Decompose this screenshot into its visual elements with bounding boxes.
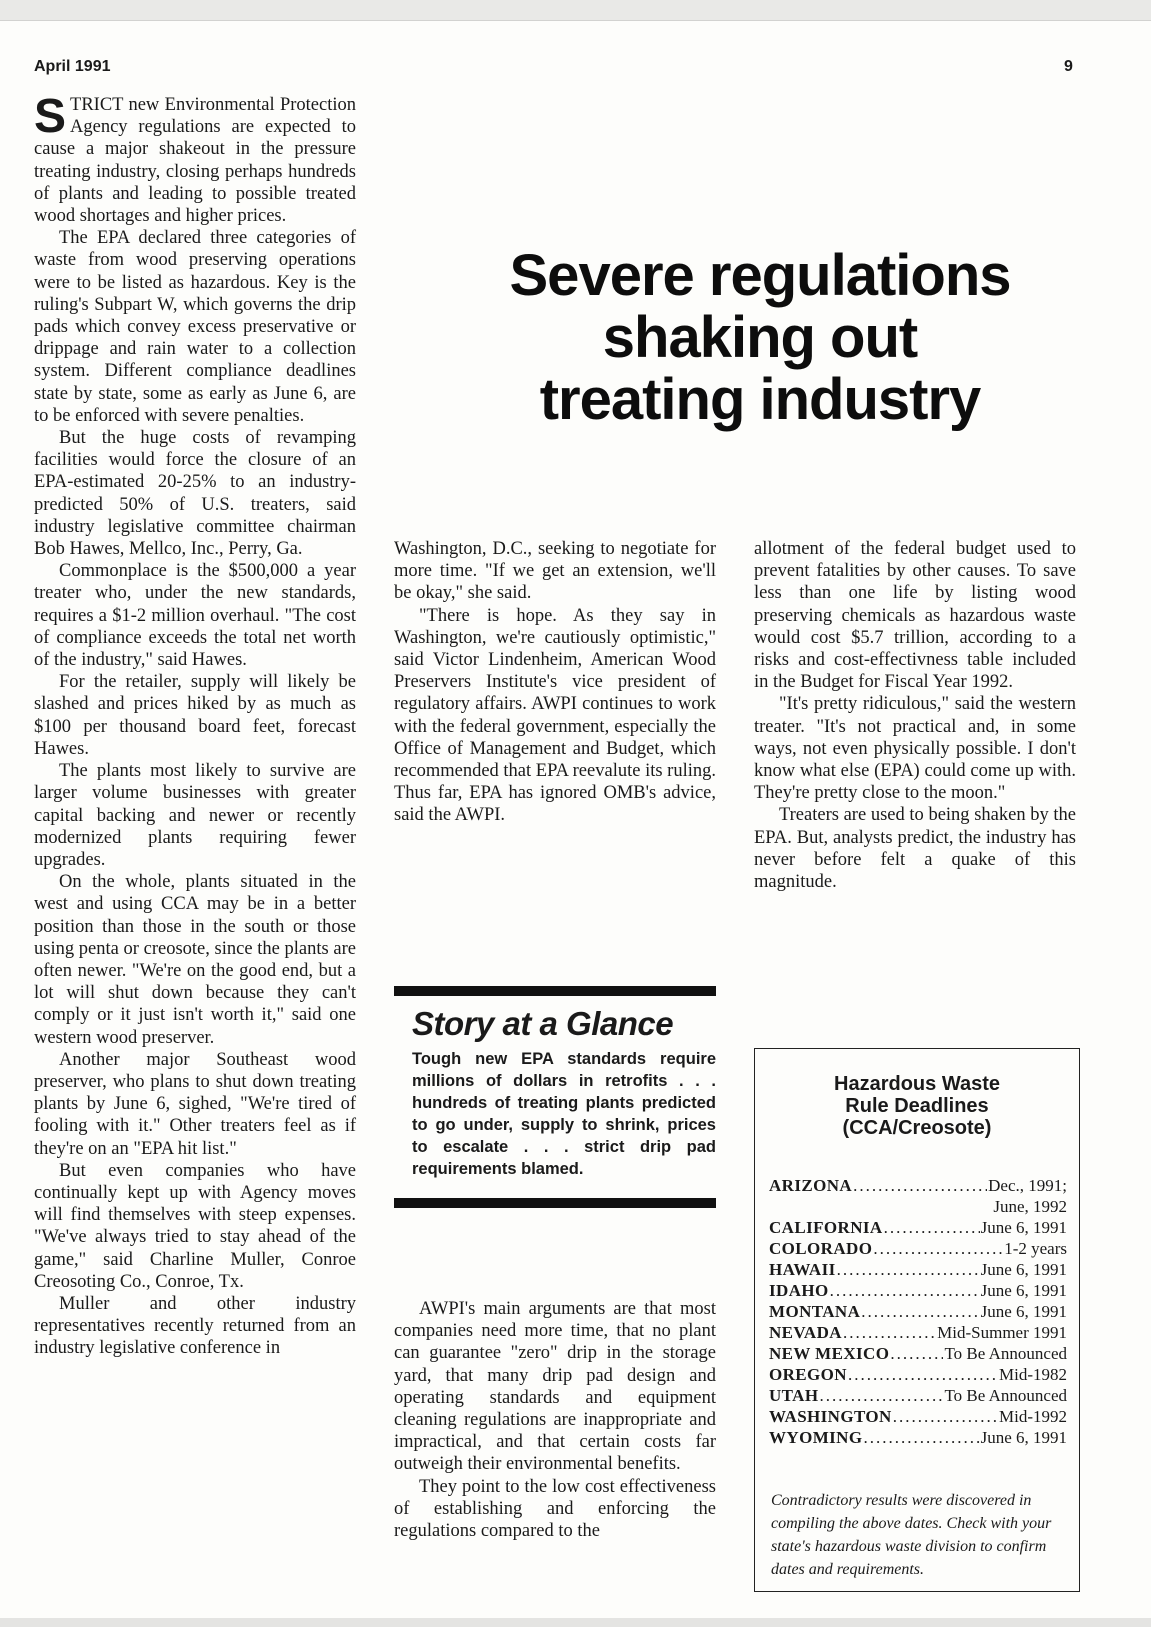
deadline-row bbox=[769, 1175, 1067, 1196]
leader-dots bbox=[853, 1175, 987, 1196]
deadline-date: Mid-Summer 1991 bbox=[937, 1323, 1067, 1342]
leader-dots bbox=[830, 1280, 980, 1301]
deadline-row bbox=[769, 1238, 1067, 1259]
leader-dots bbox=[848, 1364, 998, 1385]
scan-top-edge bbox=[0, 0, 1151, 21]
scan-bottom-edge bbox=[0, 1618, 1151, 1627]
deadline-row bbox=[769, 1427, 1067, 1448]
deadline-row bbox=[769, 1322, 1067, 1343]
article-paragraph: But even companies who have continually kept up with Agency moves will find themselves with steep expenses. "We've always tried to stay ahead of the game," said Charline Muller, Conroe Creosoting Co., Conroe, Tx. bbox=[34, 1160, 356, 1292]
deadlines-list bbox=[769, 1175, 1067, 1448]
deadline-row bbox=[769, 1406, 1067, 1427]
story-at-a-glance-box bbox=[394, 986, 716, 1208]
deadline-date: To Be Announced bbox=[944, 1386, 1067, 1405]
deadline-date-continued: June, 1992 bbox=[993, 1197, 1067, 1216]
article-column-2-top bbox=[394, 538, 716, 827]
article-column-3-top bbox=[754, 538, 1076, 893]
page-number: 9 bbox=[1064, 58, 1073, 75]
leader-dots bbox=[873, 1238, 1003, 1259]
article-paragraph: Washington, D.C., seeking to negotiate for more time. "If we get an extension, we'll be okay," she said. bbox=[394, 539, 716, 604]
deadline-state: CALIFORNIA bbox=[769, 1218, 883, 1237]
leader-dots bbox=[863, 1427, 979, 1448]
glance-top-rule bbox=[394, 986, 716, 996]
issue-date: April 1991 bbox=[34, 58, 111, 75]
deadline-row bbox=[769, 1280, 1067, 1301]
deadline-row bbox=[769, 1301, 1067, 1322]
deadline-date: Mid-1992 bbox=[999, 1407, 1067, 1426]
hazardous-waste-deadlines-box bbox=[754, 1048, 1080, 1592]
leader-dots bbox=[861, 1301, 979, 1322]
deadlines-title: Hazardous Waste Rule Deadlines (CCA/Creosote) bbox=[834, 1073, 1000, 1139]
deadline-row bbox=[769, 1385, 1067, 1406]
deadlines-note: Contradictory results were discovered in compiling the above dates. Check with your state's hazardous waste division to confirm dates and requirements. bbox=[771, 1492, 1052, 1578]
article-paragraph: On the whole, plants situated in the west and using CCA may be in a better position than those in the south or those using penta or creosote, since the plants are often newer. "We're on the good end, but a lot will shut down because they can't comply or it just isn't worth it," said one western wood preserver. bbox=[34, 872, 356, 1048]
glance-summary: Tough new EPA standards require millions of dollars in retrofits . . . hundreds of treating plants predicted to go under, supply to shrink, prices to escalate . . . strict drip pad requirements blamed. bbox=[412, 1050, 716, 1178]
leader-dots bbox=[819, 1385, 943, 1406]
article-paragraph: Muller and other industry representatives recently returned from an industry legislative conference in bbox=[34, 1293, 356, 1359]
article-paragraph: Treaters are used to being shaken by the EPA. But, analysts predict, the industry has never before felt a quake of this magnitude. bbox=[754, 805, 1076, 893]
headline-line-3: treating industry bbox=[539, 367, 981, 432]
deadline-state: UTAH bbox=[769, 1386, 819, 1405]
leader-dots bbox=[843, 1322, 936, 1343]
glance-bottom-rule bbox=[394, 1198, 716, 1208]
article-paragraph: The plants most likely to survive are larger volume businesses with greater capital backing and newer or recently modernized plants requiring fewer upgrades. bbox=[34, 761, 356, 870]
article-column-1 bbox=[34, 90, 356, 1360]
deadline-state: MONTANA bbox=[769, 1302, 861, 1321]
article-paragraph: For the retailer, supply will likely be slashed and prices hiked by as much as $100 per thousand board feet, forecast Hawes. bbox=[34, 672, 356, 759]
article-paragraph: But the huge costs of revamping facilities would force the closure of an EPA-estimated 20-25% to an industry-predicted 50% of U.S. treaters, said industry legislative committee chairman Bob Hawes, Mellco, Inc., Perry, Ga. bbox=[34, 428, 356, 560]
leader-dots bbox=[837, 1259, 980, 1280]
article-paragraph: Another major Southeast wood preserver, who plans to shut down treating plants by June 6, sighed, "We're tired of fooling with it." Other treaters feel as if they're on an "EPA hit list." bbox=[34, 1049, 356, 1159]
deadline-state: HAWAII bbox=[769, 1260, 836, 1279]
leader-dots bbox=[884, 1217, 980, 1238]
drop-cap: S bbox=[34, 90, 67, 143]
deadline-state: COLORADO bbox=[769, 1239, 873, 1258]
deadline-state: NEW MEXICO bbox=[769, 1344, 890, 1363]
deadline-state: IDAHO bbox=[769, 1281, 829, 1300]
article-paragraph: They point to the low cost effectiveness of establishing and enforcing the regulations compared to the bbox=[394, 1476, 716, 1542]
deadline-row bbox=[769, 1343, 1067, 1364]
headline-line-1: Severe regulations bbox=[509, 243, 1011, 308]
deadline-state: WASHINGTON bbox=[769, 1407, 892, 1426]
headline bbox=[410, 245, 1110, 431]
article-column-2-bottom bbox=[394, 1298, 716, 1542]
leader-dots bbox=[890, 1343, 943, 1364]
deadline-row bbox=[769, 1259, 1067, 1280]
leader-dots bbox=[893, 1406, 998, 1427]
deadline-date: Mid-1982 bbox=[999, 1365, 1067, 1384]
deadline-date: June 6, 1991 bbox=[980, 1428, 1067, 1447]
deadline-row bbox=[769, 1364, 1067, 1385]
deadline-date: Dec., 1991; bbox=[988, 1176, 1067, 1195]
deadline-date: 1-2 years bbox=[1004, 1239, 1067, 1258]
deadline-row bbox=[769, 1217, 1067, 1238]
headline-line-2: shaking out bbox=[602, 305, 918, 370]
article-paragraph: AWPI's main arguments are that most companies need more time, that no plant can guarantee "zero" drip in the storage yard, that many drip pad design and operating standards and equipment cleaning regulations are inappropriate and impractical, and that certain costs far outweigh their environmental benefits. bbox=[394, 1299, 716, 1475]
article-paragraph: allotment of the federal budget used to prevent fatalities by other causes. To save less than one life by listing wood preserving chemicals as hazardous waste would cost $5.7 trillion, according to a risks and cost-effectivness table included in the Budget for Fiscal Year 1992. bbox=[754, 539, 1076, 693]
deadline-state: WYOMING bbox=[769, 1428, 863, 1447]
deadline-state: ARIZONA bbox=[769, 1176, 853, 1195]
article-paragraph: "It's pretty ridiculous," said the western treater. "It's not practical and, in some ways, not even physically possible. I don't know what else (EPA) could come up with. They're pretty close to the moon." bbox=[754, 694, 1076, 804]
deadline-state: OREGON bbox=[769, 1365, 847, 1384]
article-paragraph: The EPA declared three categories of waste from wood preserving operations were to be listed as hazardous. Key is the ruling's Subpart W, which governs the drip pads which convey excess preservative or drippage and rain water to a collection system. Different compliance deadlines state by state, some as early as June 6, are to be enforced with severe penalties. bbox=[34, 228, 356, 426]
article-paragraph: "There is hope. As they say in Washington, we're cautiously optimistic," said Victor Lindenheim, American Wood Preservers Institute's vice president of regulatory affairs. AWPI continues to work with the federal government, especially the Office of Management and Budget, which recommended that EPA reevalute its ruling. Thus far, EPA has ignored OMB's advice, said the AWPI. bbox=[394, 605, 716, 826]
glance-title: Story at a Glance bbox=[412, 1005, 674, 1042]
deadline-date: June 6, 1991 bbox=[980, 1260, 1067, 1279]
deadline-date: June 6, 1991 bbox=[980, 1281, 1067, 1300]
deadline-date: June 6, 1991 bbox=[980, 1302, 1067, 1321]
deadline-date: June 6, 1991 bbox=[980, 1218, 1067, 1237]
article-paragraph: STRICT new Environmental Protection Agency regulations are expected to cause a major shakeout in the pressure treating industry, closing perhaps hundreds of plants and leading to possible treated wood shortages and higher prices. bbox=[34, 90, 356, 227]
article-paragraph: Commonplace is the $500,000 a year treater who, under the new standards, requires a $1-2 million overhaul. "The cost of compliance exceeds the total net worth of the industry," said Hawes. bbox=[34, 561, 356, 671]
deadline-date: To Be Announced bbox=[944, 1344, 1067, 1363]
deadline-state: NEVADA bbox=[769, 1323, 842, 1342]
